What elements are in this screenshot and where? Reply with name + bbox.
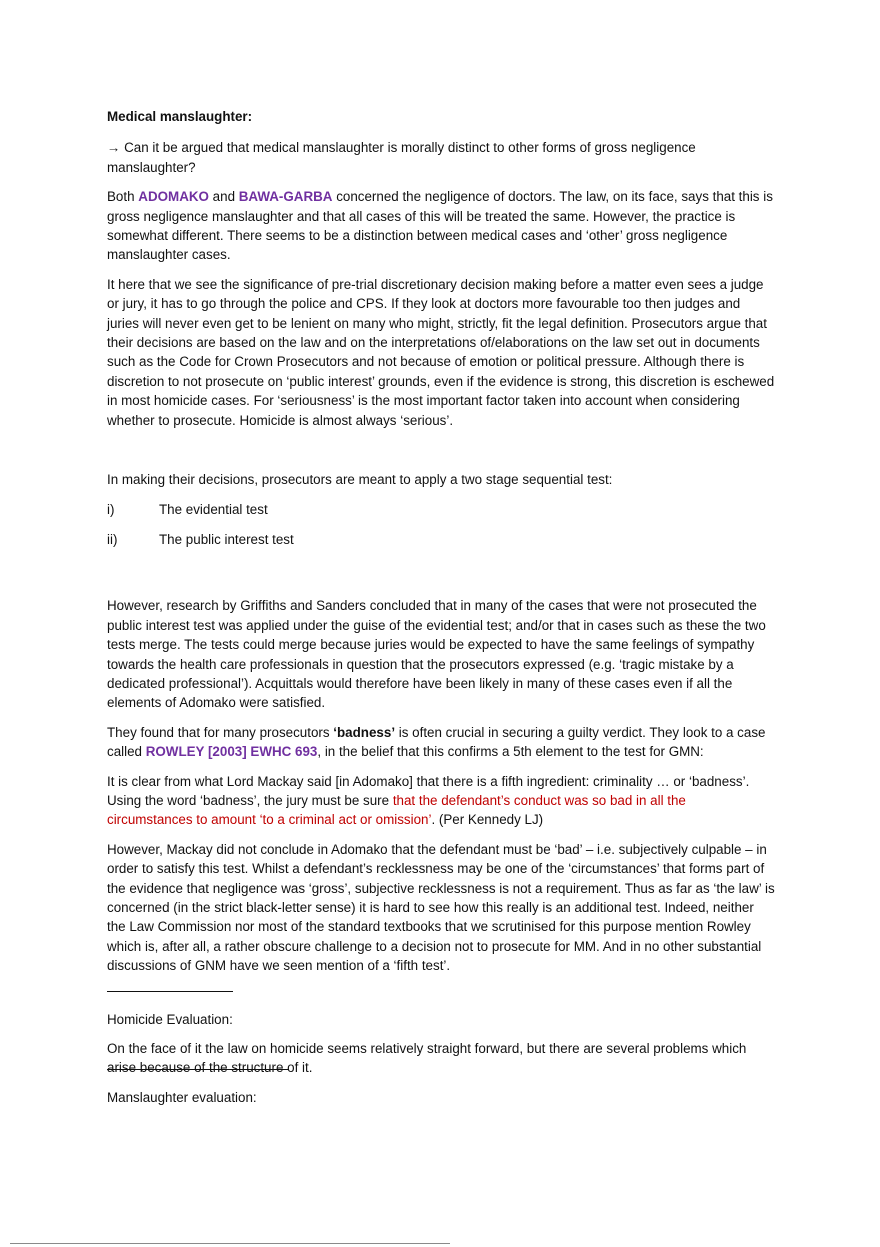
text: They found that for many prosecutors [107,724,334,740]
paragraph-cases [107,187,775,265]
paragraph-research: However, research by Grifﬁths and Sanders concluded that in many of the cases that were not prosecuted the public interest test was applied under the guise of the evidential test; and/or that in cases such as these the two tests merge. The tests could merge because juries would be expected to have the same feelings of sympathy towards the health care professionals in question that the prosecutors expressed (e.g. ‘tragic mistake by a dedicated professional’). Acquittals would therefore have been likely in many of these cases even if all the elements of Adomako were satisfied. [107,598,766,711]
text: Both [107,189,139,205]
text: , in the belief that this confirms a 5th element to the test for GMN: [317,744,704,760]
footer-line [10,1243,450,1244]
red-quote: that the defendant’s conduct was so bad in all the circumstances to amount ‘to a criminal act or omission’ [107,792,686,828]
text: It is clear from what Lord Mackay said [in Adomako] that there is a fifth ingredient: criminality … or ‘badness’. Using the word ‘badness’, the jury must be sure [107,773,750,808]
list-number: ii) [107,531,118,547]
text: On the face of it the law on homicide seems relatively straight forward, but there are several problems which arise because of the structure of it. [107,1041,747,1076]
list-item [107,500,775,519]
case-name-bawa-garba: BAWA-GARBA [238,189,333,205]
paragraph-badness [107,723,775,762]
case-name-rowley: ROWLEY [2003] EWHC 693 [145,744,318,760]
bold-term: ‘badness’ [333,724,396,740]
question-paragraph: → Can it be argued that medical manslaughter is morally distinct to other forms of gross negligence manslaughter? [107,140,696,175]
paragraph-homicide [107,1039,775,1078]
document-body [107,107,775,1117]
spacer [107,440,775,470]
text: is often crucial in securing a guilty verdict. They look to a case called [107,724,766,760]
heading-homicide-evaluation: Homicide Evaluation: [107,1011,233,1027]
spacer [107,560,775,596]
paragraph-mackay: However, Mackay did not conclude in Adomako that the defendant must be ‘bad’ – i.e. subjectively culpable – in order to satisfy this test. Whilst a defendant’s recklessness may be one of the ‘circumstances’ that forms part of the evidence that negligence was ‘gross’, subjective recklessness is not a requirement. Thus as far as ‘the law’ is concerned (in the strict black-letter sense) it is hard to see how this really is an additional test. Indeed, neither the Law Commission nor most of the standard textbooks that we scrutinised for this purpose mention Rowley which is, after all, a rather obscure challenge to a decision not to prosecute for MM. And in no other substantial discussions of GNM have we seen mention of a ‘fifth test’. [107,841,775,974]
case-name-adomako: ADOMAKO [138,189,209,205]
list-item [107,530,775,549]
text: and [208,189,239,205]
page-title: Medical manslaughter: [107,109,253,124]
paragraph-discretion: It here that we see the significance of pre-trial discretionary decision making before a matter even sees a judge or jury, it has to go through the police and CPS. If they look at doctors more favourable too then judges and juries will never even get to be lenient on many who might, strictly, fit the legal definition. Prosecutors argue that their decisions are based on the law and on the interpretations of/elaborations on the law set out in documents such as the Code for Crown Prosecutors and not because of emotion or political pressure. Although there is discretion to not prosecute on ‘public interest’ grounds, even if the evidence is strong, this discretion is eschewed in most homicide cases. For ‘seriousness’ is the most important factor taken into account when considering whether to prosecute. Homicide is almost always ‘serious’. [107,276,775,428]
paragraph-two-stage-test: In making their decisions, prosecutors are meant to apply a two stage sequential test: [107,472,613,488]
text: concerned the negligence of doctors. The law, on its face, says that this is gross negligence manslaughter and that all cases of this will be treated the same. However, the practice is somewhat different. There seems to be a distinction between medical cases and ‘other’ gross negligence manslaughter cases. [107,189,773,263]
section-divider [107,991,233,992]
list-text: The public interest test [159,531,294,547]
paragraph-quote [107,772,775,830]
list-number: i) [107,501,115,517]
heading-manslaughter-evaluation: Manslaughter evaluation: [107,1089,257,1105]
strike-line [107,1069,289,1070]
footer-dots: ........ [432,1240,446,1246]
list-text: The evidential test [159,501,268,517]
text: . (Per Kennedy LJ) [431,812,544,828]
